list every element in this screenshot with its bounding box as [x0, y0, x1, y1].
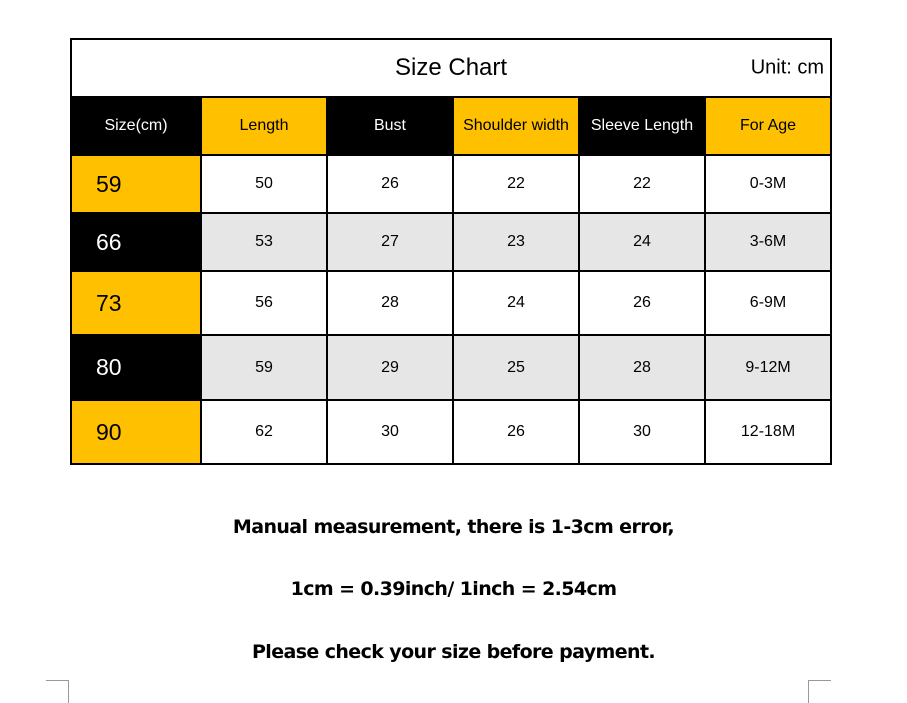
title-row	[71, 39, 831, 97]
age-cell: 9-12M	[705, 335, 831, 400]
header-size: Size(cm)	[71, 97, 201, 155]
header-for-age: For Age	[705, 97, 831, 155]
age-cell: 3-6M	[705, 213, 831, 271]
table-row	[71, 213, 831, 271]
table-title: Size Chart	[395, 54, 508, 81]
title-cell	[71, 39, 831, 97]
bust-cell: 28	[327, 271, 453, 335]
sleeve-cell: 22	[579, 155, 705, 213]
age-cell: 12-18M	[705, 400, 831, 464]
length-cell: 56	[201, 271, 327, 335]
size-cell: 59	[71, 155, 201, 213]
table-row	[71, 335, 831, 400]
note-unit-conversion: 1cm = 0.39inch/ 1inch = 2.54cm	[290, 578, 617, 600]
age-cell: 6-9M	[705, 271, 831, 335]
shoulder-cell: 24	[453, 271, 579, 335]
note-measurement-error: Manual measurement, there is 1-3cm error,	[232, 516, 675, 538]
shoulder-cell: 26	[453, 400, 579, 464]
age-cell: 0-3M	[705, 155, 831, 213]
header-shoulder-width: Shoulder width	[453, 97, 579, 155]
length-cell: 50	[201, 155, 327, 213]
size-cell: 73	[71, 271, 201, 335]
size-cell: 80	[71, 335, 201, 400]
header-sleeve-length: Sleeve Length	[579, 97, 705, 155]
bust-cell: 29	[327, 335, 453, 400]
shoulder-cell: 25	[453, 335, 579, 400]
length-cell: 62	[201, 400, 327, 464]
note-check-size: Please check your size before payment.	[251, 641, 656, 663]
sleeve-cell: 28	[579, 335, 705, 400]
header-row	[71, 97, 831, 155]
sleeve-cell: 30	[579, 400, 705, 464]
bust-cell: 27	[327, 213, 453, 271]
shoulder-cell: 22	[453, 155, 579, 213]
table-row	[71, 271, 831, 335]
unit-label: Unit: cm	[750, 56, 825, 79]
bust-cell: 26	[327, 155, 453, 213]
bust-cell: 30	[327, 400, 453, 464]
sleeve-cell: 26	[579, 271, 705, 335]
size-cell: 66	[71, 213, 201, 271]
shoulder-cell: 23	[453, 213, 579, 271]
length-cell: 53	[201, 213, 327, 271]
length-cell: 59	[201, 335, 327, 400]
table-row	[71, 155, 831, 213]
sleeve-cell: 24	[579, 213, 705, 271]
size-chart-table	[70, 38, 832, 465]
table-row	[71, 400, 831, 464]
header-length: Length	[201, 97, 327, 155]
size-cell: 90	[71, 400, 201, 464]
header-bust: Bust	[327, 97, 453, 155]
